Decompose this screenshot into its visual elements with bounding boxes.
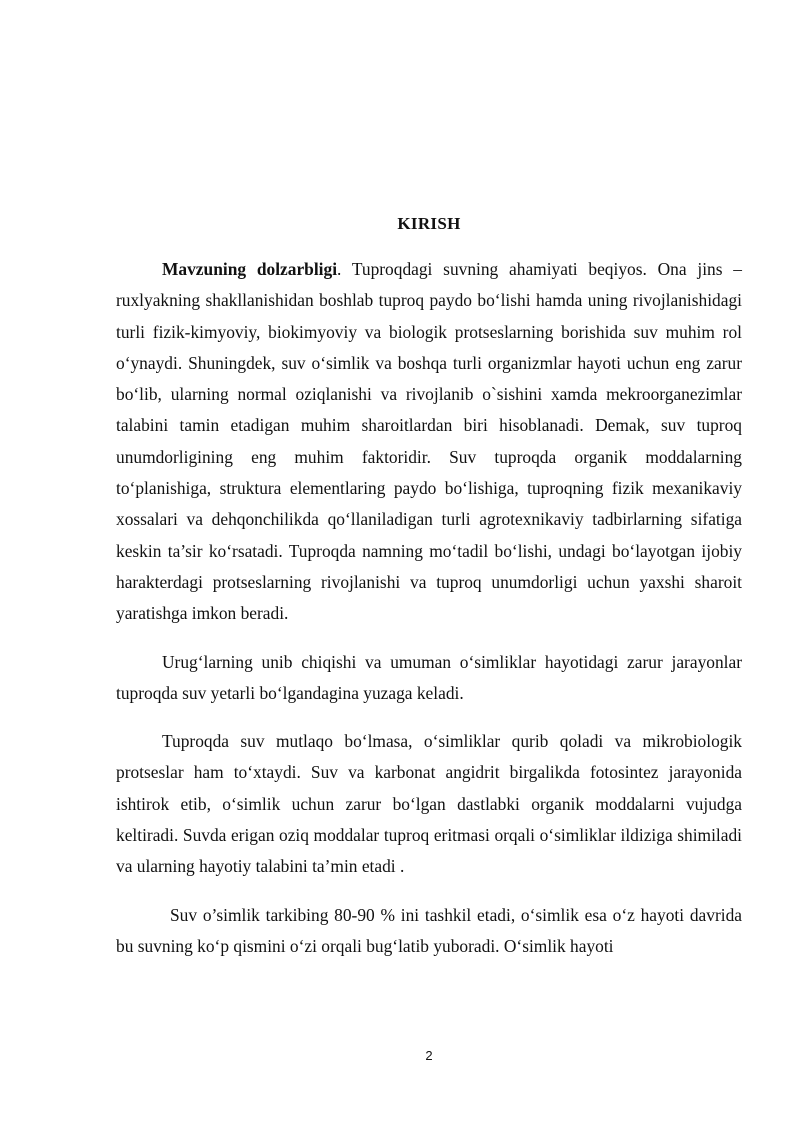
section-title: KIRISH [397, 214, 461, 233]
paragraph-relevance [116, 254, 742, 630]
paragraph-text: Suv o’simlik tarkibing 80-90 % ini tashkil etadi, o‘simlik esa o‘z hayoti davrida bu suvning ko‘p qismini o‘zi orqali bug‘latib yuboradi. O‘simlik hayoti [116, 904, 742, 956]
paragraph-lead: Mavzuning dolzarbligi [162, 259, 338, 279]
paragraph-text: Urug‘larning unib chiqishi va umuman o‘simliklar hayotidagi zarur jarayonlar tuproqda suv yetarli bo‘lgandagina yuzaga keladi. [116, 651, 742, 703]
page-number: 2 [425, 1048, 433, 1063]
body-text [116, 254, 742, 962]
paragraph-germination [116, 647, 742, 710]
paragraph-text: Tuproqda suv mutlaqo bo‘lmasa, o‘simliklar qurib qoladi va mikrobiologik protseslar ham to‘xtaydi. Suv va karbonat angidrit birgalikda fotosintez jarayonida ishtirok etib, o‘simlik uchun zarur bo‘lgan dastlabki organik moddalarni vujudga keltiradi. Suvda erigan oziq moddalar tuproq eritmasi orqali o‘simliklar ildiziga shimiladi va ularning hayotiy talabini ta’min etadi . [116, 731, 742, 877]
paragraph-plant-composition [116, 900, 742, 963]
paragraph-photosynthesis [116, 726, 742, 882]
paragraph-text: . Tuproqdagi suvning ahamiyati beqiyos. Ona jins – ruxlyakning shakllanishidan boshlab tuproq paydo bo‘lishi hamda uning rivojlanishidagi turli fizik-kimyoviy, biokimyoviy va biologik protseslarning borishida suv muhim rol o‘ynaydi. Shuningdek, suv o‘simlik va boshqa turli organizmlar hayoti uchun eng zarur bo‘lib, ularning normal oziqlanishi va rivojlanib o`sishini xamda mekroorganezimlar talabini tamin etadigan muhim sharoitlardan biri hisoblanadi. Demak, suv tuproq unumdorligining eng muhim faktoridir. Suv tuproqda organik moddalarning to‘planishiga, struktura elementlaring paydo bo‘lishiga, tuproqning fizik mexanikaviy xossalari va dehqonchilikda qo‘llaniladigan turli agrotexnikaviy tadbirlarning sifatiga keskin ta’sir ko‘rsatadi. Tuproqda namning mo‘tadil bo‘lishi, undagi bo‘layotgan ijobiy harakterdagi protseslarning rivojlanishi va tuproq unumdorligi uchun yaxshi sharoit yaratishga imkon beradi. [116, 259, 742, 624]
